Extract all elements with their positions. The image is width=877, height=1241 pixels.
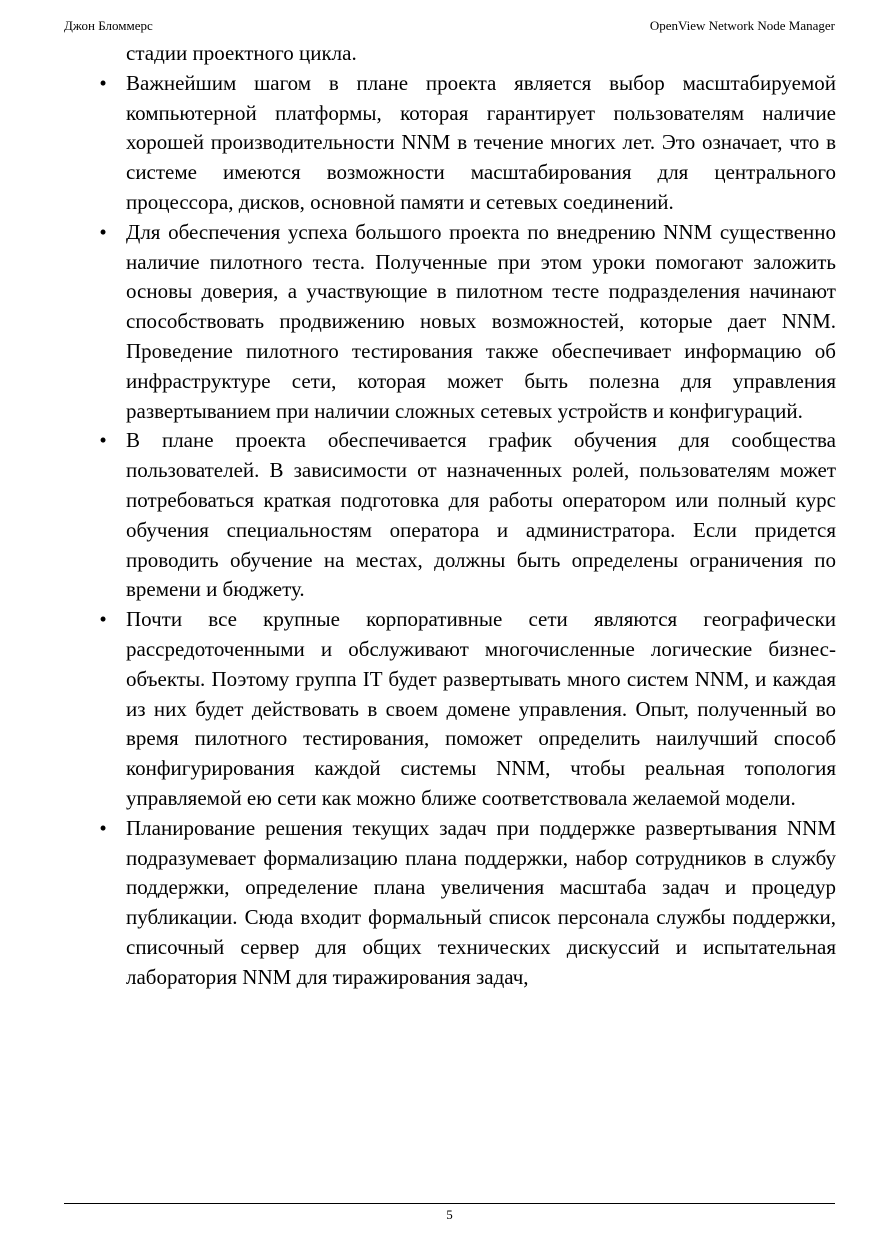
header-author: Джон Бломмерс (64, 18, 153, 33)
list-item-text: В плане проекта обеспечивается график обучения для сообщества пользователей. В зависимости от назначенных ролей, пользователям может потребоваться краткая подготовка для работы оператором или полный курс обучения специальностям оператора и администратора. Если придется проводить обучение на местах, должны быть определены ограничения по времени и бюджету. (126, 428, 836, 602)
bullet-icon: • (99, 815, 107, 840)
page-number: 5 (446, 1207, 453, 1222)
page-header (64, 16, 835, 36)
bullet-icon: • (99, 607, 107, 632)
list-item-text: Планирование решения текущих задач при поддержке развертывания NNM подразумевает формализацию плана поддержки, набор сотрудников в службу поддержки, определение плана увеличения масштаба задач и процедур публикации. Сюда входит формальный список персонала службы поддержки, списочный сервер для общих технических дискуссий и испытательная лаборатория NNM для тиражирования задач, (126, 815, 836, 989)
list-item (99, 218, 836, 427)
bullet-icon: • (99, 219, 107, 244)
bullet-icon: • (99, 428, 107, 453)
page-body (99, 39, 836, 993)
footer-divider (64, 1203, 835, 1204)
bullet-list (99, 69, 836, 993)
continuation-paragraph: стадии проектного цикла. (126, 41, 357, 65)
list-item-text: Важнейшим шагом в плане проекта является выбор масштабируемой компьютерной платформы, которая гарантирует пользователям наличие хорошей производительности NNM в течение многих лет. Это означает, что в системе имеются возможности масштабирования для центрального процессора, дисков, основной памяти и сетевых соединений. (126, 70, 836, 214)
list-item (99, 605, 836, 814)
list-item (99, 814, 836, 993)
list-item-text: Для обеспечения успеха большого проекта по внедрению NNM существенно наличие пилотного теста. Полученные при этом уроки помогают заложить основы доверия, а участвующие в пилотном тесте подразделения начинают способствовать продвижению новых возможностей, которые дает NNM. Проведение пилотного тестирования также обеспечивает информацию об инфраструктуре сети, которая может быть полезна для управления развертыванием при наличии сложных сетевых устройств и конфигураций. (126, 219, 836, 423)
bullet-icon: • (99, 70, 107, 95)
header-book-title: OpenView Network Node Manager (649, 18, 835, 33)
list-item (99, 426, 836, 605)
list-item-text: Почти все крупные корпоративные сети являются географически рассредоточенными и обслуживают многочисленные логические бизнес-объекты. Поэтому группа IT будет развертывать много систем NNM, и каждая из них будет действовать в своем домене управления. Опыт, полученный во время пилотного тестирования, поможет определить наилучший способ конфигурирования каждой системы NNM, чтобы реальная топология управляемой ею сети как можно ближе соответствовала желаемой модели. (126, 607, 836, 810)
list-item (99, 69, 836, 218)
